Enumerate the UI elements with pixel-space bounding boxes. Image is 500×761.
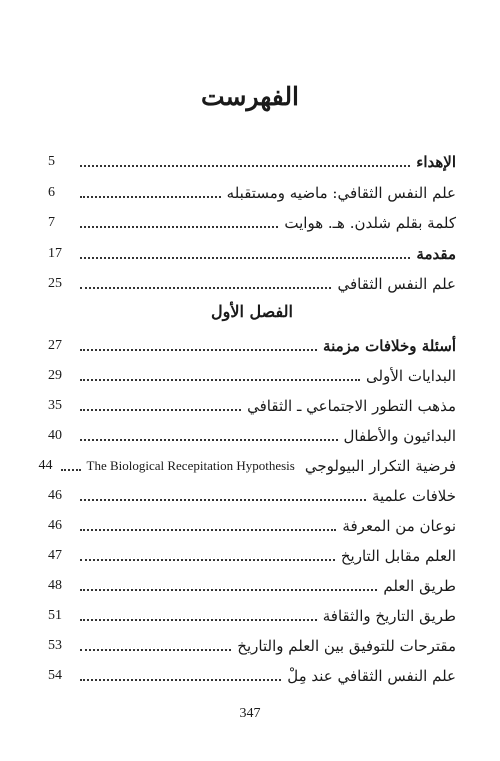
toc-entry-text: نوعان من المعرفة: [342, 517, 456, 535]
dot-leader: [80, 439, 338, 441]
toc-entry: [48, 574, 456, 596]
toc-entry: [48, 394, 456, 416]
toc-entry-page: 29: [48, 368, 62, 383]
dot-leader: [80, 649, 231, 651]
toc-entry-text: طريق العلم: [383, 577, 456, 595]
dot-leader: [80, 287, 331, 289]
dot-leader: [80, 409, 241, 411]
toc-entry-text: طريق التاريخ والثقافة: [322, 607, 456, 625]
toc-entry-text: فرضية التكرار البيولوجي: [304, 457, 456, 475]
toc-entry-text: العلم مقابل التاريخ: [340, 547, 456, 565]
toc-entry-text: كلمة بقلم شلدن. هـ. هوايت: [284, 214, 456, 232]
toc-entry-text: البدايات الأولى: [366, 367, 456, 385]
toc-entry-page: 53: [48, 638, 62, 653]
toc-entry-text: علم النفس الثقافي: [337, 275, 456, 293]
toc-entry: [48, 334, 456, 356]
dot-leader: [80, 559, 335, 561]
toc-entry-page: 47: [48, 548, 62, 563]
toc-entry: [48, 664, 456, 686]
toc-entry-page: 27: [48, 338, 62, 353]
toc-entry: [48, 544, 456, 566]
dot-leader: [80, 619, 317, 621]
dot-leader: [80, 349, 317, 351]
toc-entry-text: علم النفس الثقافي: ماضيه ومستقبله: [226, 184, 456, 202]
toc-entry-text: البدائيون والأطفال: [343, 427, 456, 445]
page-title: الفهرست: [200, 82, 300, 111]
toc-entry-page: 44: [38, 458, 53, 473]
dot-leader: [61, 469, 81, 471]
toc-entry-page: 46: [48, 518, 62, 533]
dot-leader: [80, 165, 410, 167]
toc-entry-text: خلافات علمية: [371, 487, 456, 505]
chapter-heading: الفصل الأول: [211, 302, 293, 321]
toc-entry-text: أسئلة وخلافات مزمنة: [323, 337, 456, 355]
toc-entry: [48, 272, 456, 294]
dot-leader: [80, 226, 278, 228]
toc-entry: [48, 364, 456, 386]
toc-entry-page: 25: [48, 276, 62, 291]
toc-entry-page: 54: [48, 668, 62, 683]
toc-entry-page: 40: [48, 428, 62, 443]
toc-entry-page: 17: [48, 246, 62, 261]
dot-leader: [80, 499, 366, 501]
toc-entry-text: مقترحات للتوفيق بين العلم والتاريخ: [237, 637, 456, 655]
toc-entry-text: علم النفس الثقافي عند مِلْ: [287, 667, 456, 685]
toc-entry: [48, 424, 456, 446]
toc-entry-page: 6: [48, 185, 55, 200]
toc-entry-text: الإهداء: [416, 153, 456, 171]
toc-entry-page: 7: [48, 215, 55, 230]
toc-entry-page: 5: [48, 154, 55, 169]
toc-entry: [48, 211, 456, 233]
toc-entry: [48, 484, 456, 506]
toc-entry-english-subtitle: The Biological Recepitation Hypothesis: [86, 458, 295, 473]
toc-entry: [38, 454, 456, 476]
toc-entry-page: 35: [48, 398, 62, 413]
toc-entry: [48, 634, 456, 656]
toc-entry-text: مقدمة: [416, 245, 456, 263]
dot-leader: [80, 379, 360, 381]
toc-entry: [48, 514, 456, 536]
toc-entry-page: 51: [48, 608, 62, 623]
toc-entry-page: 48: [48, 578, 62, 593]
toc-entry: [48, 181, 456, 203]
dot-leader: [80, 589, 377, 591]
toc-entry: [48, 150, 456, 172]
page-number: 347: [239, 706, 261, 721]
dot-leader: [80, 196, 221, 198]
toc-entry-text: مذهب التطور الاجتماعي ـ الثقافي: [247, 397, 456, 415]
toc-entry-page: 46: [48, 488, 62, 503]
dot-leader: [80, 529, 336, 531]
dot-leader: [80, 679, 281, 681]
toc-entry: [48, 242, 456, 264]
dot-leader: [80, 257, 410, 259]
toc-entry: [48, 604, 456, 626]
